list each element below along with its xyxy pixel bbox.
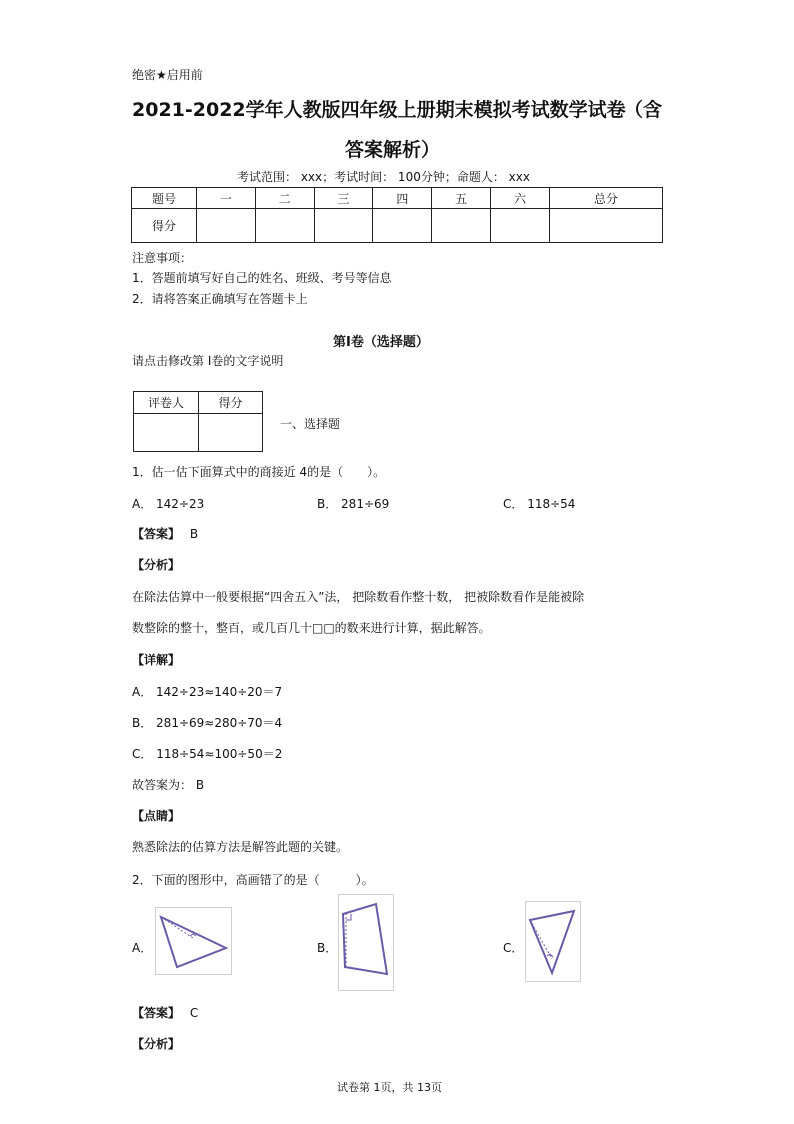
reviewer-score-label: 得分 xyxy=(199,392,263,414)
notes-item: 1．答题前填写好自己的姓名、班级、考号等信息 xyxy=(132,271,392,285)
q1-detail-label: 【详解】 xyxy=(132,653,181,667)
q2-answer-value: C xyxy=(189,1006,199,1020)
triangle-figure-c xyxy=(525,901,581,982)
q1-stem: 1．估一估下面算式中的商接近 4的是（ ）。 xyxy=(132,465,386,479)
score-table-header-row xyxy=(132,188,663,209)
score-header-cell: 一 xyxy=(197,188,256,209)
q1-detail-a: A． 142÷23≈140÷20＝7 xyxy=(132,685,283,699)
q1-analysis-line2: 数整除的整十，整百，或几百几十□□的数来进行计算，据此解答。 xyxy=(132,621,491,635)
q1-answer-value: B xyxy=(189,527,199,541)
q1-conclusion: 故答案为： B xyxy=(132,778,205,792)
triangle-figure-a xyxy=(155,907,232,975)
part-heading: 一、选择题 xyxy=(280,417,341,431)
score-header-cell: 五 xyxy=(432,188,491,209)
q2-stem: 2．下面的图形中，高画错了的是（ ）。 xyxy=(132,873,374,887)
section-title: 第Ⅰ卷（选择题） xyxy=(333,335,429,350)
q1-option-a: A． 142÷23 xyxy=(132,497,205,511)
q1-answer-label: 【答案】 xyxy=(132,527,181,541)
q2-answer-label: 【答案】 xyxy=(132,1006,181,1020)
score-cell xyxy=(197,209,256,243)
q2-option-c: C． xyxy=(503,941,524,955)
score-table-score-row xyxy=(132,209,663,243)
score-header-cell: 四 xyxy=(373,188,432,209)
score-header-cell: 六 xyxy=(491,188,550,209)
score-table xyxy=(131,187,663,243)
score-cell xyxy=(314,209,373,243)
q2-option-b: B． xyxy=(317,941,338,955)
score-cell xyxy=(432,209,491,243)
score-cell xyxy=(491,209,550,243)
score-cell xyxy=(373,209,432,243)
q1-option-b: B． 281÷69 xyxy=(317,497,390,511)
notes-item: 2．请将答案正确填写在答题卡上 xyxy=(132,292,308,306)
section-description: 请点击修改第 Ⅰ卷的文字说明 xyxy=(132,354,284,368)
q1-tip: 熟悉除法的估算方法是解答此题的关键。 xyxy=(132,840,349,854)
q2-answer xyxy=(132,1004,198,1021)
q1-option-c: C． 118÷54 xyxy=(503,497,576,511)
exam-title-paren: （含 xyxy=(624,99,663,121)
score-cell xyxy=(549,209,662,243)
page-footer: 试卷第 1页，共 13页 xyxy=(337,1081,442,1094)
reviewer-table xyxy=(133,391,263,452)
notes-title: 注意事项： xyxy=(132,251,193,265)
score-header-cell: 总分 xyxy=(549,188,662,209)
q2-option-a: A． xyxy=(132,941,153,955)
q1-analysis-label: 【分析】 xyxy=(132,558,181,572)
reviewer-score-cell xyxy=(199,414,263,452)
confidential-mark: 绝密★启用前 xyxy=(132,68,203,82)
q1-detail-b: B． 281÷69≈280÷70＝4 xyxy=(132,716,283,730)
exam-title-line1: 2021-2022学年人教版四年级上册期末模拟考试数学试卷 xyxy=(132,99,626,121)
exam-title-line2: 答案解析） xyxy=(345,139,441,161)
q1-answer xyxy=(132,525,198,542)
q1-detail-c: C． 118÷54≈100÷50＝2 xyxy=(132,747,283,761)
score-header-cell: 题号 xyxy=(132,188,197,209)
parallelogram-figure-b xyxy=(338,894,394,991)
score-row-label: 得分 xyxy=(132,209,197,243)
reviewer-cell xyxy=(134,414,199,452)
exam-info: 考试范围： xxx；考试时间： 100分钟；命题人： xxx xyxy=(237,170,530,184)
score-header-cell: 二 xyxy=(255,188,314,209)
reviewer-label: 评卷人 xyxy=(134,392,199,414)
q1-tip-label: 【点睛】 xyxy=(132,809,181,823)
score-header-cell: 三 xyxy=(314,188,373,209)
score-cell xyxy=(255,209,314,243)
q2-analysis-label: 【分析】 xyxy=(132,1037,181,1051)
q1-analysis-line1: 在除法估算中一般要根据“四舍五入”法， 把除数看作整十数， 把被除数看作是能被除 xyxy=(132,590,585,604)
